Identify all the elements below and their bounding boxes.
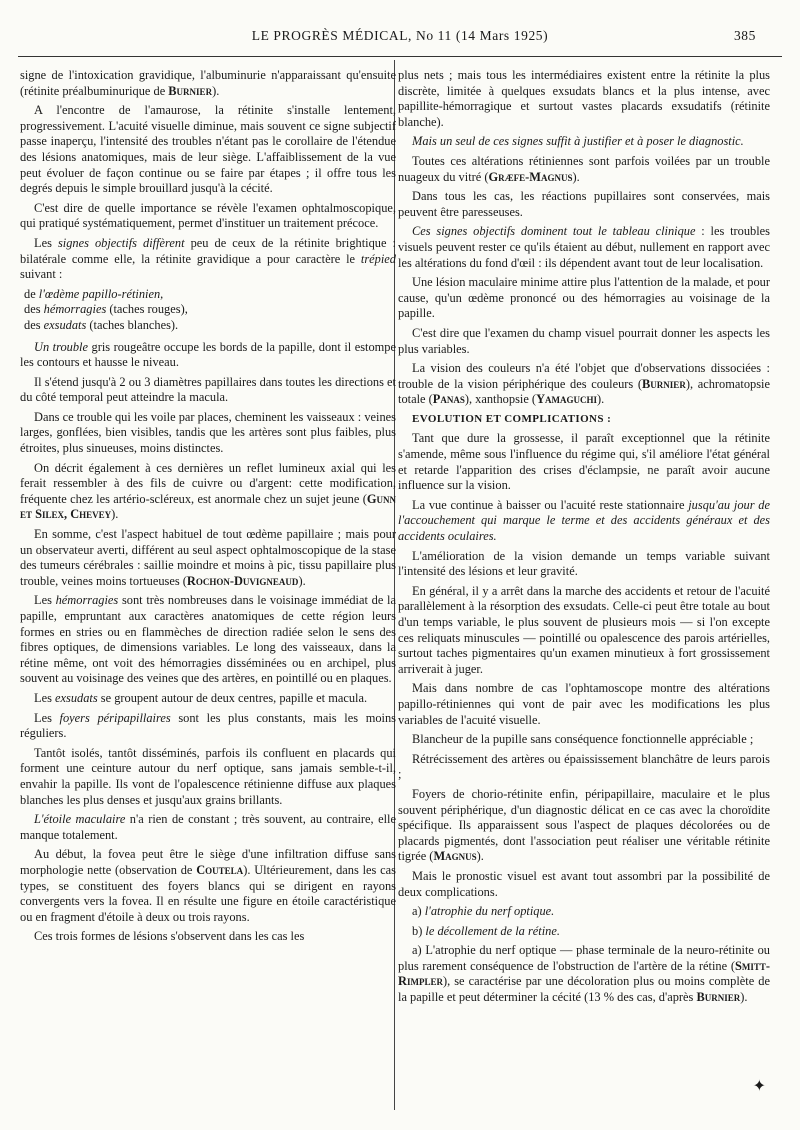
paragraph: L'étoile maculaire n'a rien de constant ; très souvent, au contraire, elle manque totalement.: [20, 812, 396, 842]
header-rule: [18, 56, 782, 57]
paragraph: Les exsudats se groupent autour de deux centres, papille et macula.: [34, 690, 368, 705]
author-name: Gunn et Silex, Chevey: [20, 491, 396, 522]
end-ornament-icon: ✦: [752, 1078, 766, 1095]
paragraph: Les signes objectifs diffèrent peu de ceux de la rétinite brightique : bilatérale comme elle, la rétinite gravidique a pour caractère le trépied suivant :: [20, 235, 396, 282]
paragraph: En somme, c'est l'aspect habituel de tout œdème papillaire ; mais pour un observateur averti, différent au seul aspect ophtalmoscopique de la stase des tumeurs cérébrales : saillie moindre et moins à pic, tissu papillaire plus trouble, veines moins tortueuses (Rochon-Duvigneaud).: [20, 527, 396, 588]
author-name: Coutela: [196, 862, 244, 877]
paragraph: Une lésion maculaire minime attire plus l'attention de la malade, et pour cause, qu'un œdème prononcé ou des hémorragies au voisinage de la papille.: [398, 275, 770, 321]
list-item: de l'œdème papillo-rétinien,: [24, 286, 164, 301]
author-name: Burnier: [168, 83, 213, 98]
paragraph: a) L'atrophie du nerf optique — phase terminale de la neuro-rétinite ou plus rarement conséquence de l'obstruction de l'artère de la rétine (Smitt-Rimpler), se caractérise par une décoloration plus ou moins complète de la papille et peut déterminer la cécité (13 % des cas, d'après Burnier).: [398, 943, 770, 1005]
paragraph: Tantôt isolés, tantôt disséminés, parfois ils confluent en placards qui forment une ceinture autour du nerf optique, sans jamais semble-t-il, envahir la papille. Ils vont de l'opalescence rétinienne diffuse aux plaques blanches les plus denses et jusqu'aux grains brillants.: [20, 745, 396, 807]
paragraph: Ces trois formes de lésions s'observent dans les cas les: [34, 929, 305, 944]
section-heading: EVOLUTION ET COMPLICATIONS :: [412, 412, 612, 425]
author-name: Græfe-Magnus: [488, 169, 573, 184]
author-name: Rochon-Duvigneaud: [186, 573, 299, 588]
paragraph: Blancheur de la pupille sans conséquence fonctionnelle appréciable ;: [412, 732, 754, 747]
author-name: Panas: [432, 392, 465, 407]
paragraph: Toutes ces altérations rétiniennes sont parfois voilées par un trouble nuageux du vitré (Græfe-Magnus).: [398, 153, 770, 184]
paragraph: C'est dire de quelle importance se révèle l'examen ophtalmoscopique, qui pratiqué systématiquement, permet d'instituer un traitement précoce.: [20, 200, 396, 231]
running-header: [0, 28, 800, 50]
left-column: [20, 68, 396, 949]
paragraph: Mais le pronostic visuel est avant tout assombri par la possibilité de deux complications.: [398, 868, 770, 899]
paragraph: Au début, la fovea peut être le siège d'une infiltration diffuse sans morphologie nette (observation de Coutela). Ultérieurement, dans les cas types, se constituent des foyers blancs qui se dirigent en rayons convergents vers la fovea. Il en résulte une figure en étoile caractéristique ou en fragment d'étoile à deux ou trois rayons.: [20, 847, 396, 924]
list-item: b) le décollement de la rétine.: [412, 923, 560, 938]
paragraph: Dans tous les cas, les réactions pupillaires sont conservées, mais peuvent être paresseuses.: [398, 189, 770, 219]
paragraph: L'amélioration de la vision demande un temps variable suivant l'intensité des lésions et leur gravité.: [398, 548, 770, 579]
list-item: des hémorragies (taches rouges),: [24, 302, 188, 317]
paragraph: Il s'étend jusqu'à 2 ou 3 diamètres papillaires dans toutes les directions et du côté temporal peut atteindre la macula.: [20, 374, 396, 405]
paragraph: Les foyers péripapillaires sont les plus constants, mais les moins réguliers.: [20, 710, 396, 741]
paragraph: En général, il y a arrêt dans la marche des accidents et retour de l'acuité parallèlement à la résorption des exsudats. Celle-ci peut être totale au bout d'un temps variable, le plus souvent de plusieurs mois — si l'on excepte ces reliquats minuscules — pointillé ou opalescence des parois artérielles, surtout taches pigmentaires qu'un examen minutieux à fort grossissement arriverait à juger.: [398, 583, 770, 676]
paragraph: A l'encontre de l'amaurose, la rétinite s'installe lentement, progressivement. L'acuité visuelle diminue, mais souvent ce signe subjectif passe inaperçu, l'intensité des troubles n'étant pas le corollaire de l'étendue des lésions anatomiques, mais de leur siège. L'affaiblissement de la vue peut évoluer de façon continue ou se faire par étapes ; il offre tous les degrés depuis le simple brouillard jusqu'à la cécité.: [20, 103, 396, 196]
author-name: Burnier: [642, 376, 686, 391]
paragraph: La vue continue à baisser ou l'acuité reste stationnaire jusqu'au jour de l'accouchement qui marque le terme et des accidents généraux et des accidents oculaires.: [398, 497, 771, 544]
paragraph: plus nets ; mais tous les intermédiaires existent entre la rétinite la plus discrète, limitée à quelques exsudats blancs et la plus intense, avec papillite-hémorragique et surtout vastes placards exsudatifs (rétinite blanche).: [398, 68, 770, 129]
paragraph: signe de l'intoxication gravidique, l'albuminurie n'apparaissant qu'ensuite (rétinite préalbuminurique de Burnier).: [20, 68, 396, 98]
list-item: des exsudats (taches blanches).: [24, 317, 179, 332]
paragraph: On décrit également à ces dernières un reflet lumineux axial qui les ferait ressembler à des fils de cuivre ou d'argent: cette modification, fréquente chez les artério-scléreux, est anormale chez un sujet jeune (Gunn et Silex, Chevey).: [20, 460, 396, 522]
paragraph: Dans ce trouble qui les voile par places, cheminent les vaisseaux : veines larges, gonflées, bien visibles, tandis que les artères sont plus faibles, plus étroites, plus sinueuses, moins distinctes.: [20, 409, 396, 456]
right-column: [398, 68, 770, 1010]
paragraph: Les hémorragies sont très nombreuses dans le voisinage immédiat de la papille, empruntant aux caractères anatomiques de cette région leurs formes en stries ou en flammèches de direction radiée selon le sens des fibres optiques, de dimensions variables. Le long des vaisseaux, dans la rétine même, ont voit des hémorragies disséminées ou en archipel, plus souvent au voisinage des veines que des artères, en pointillé ou en plaques.: [20, 593, 396, 686]
author-name: Smitt-Rimpler: [398, 958, 770, 989]
author-name: Burnier: [696, 990, 741, 1005]
paragraph: Ces signes objectifs dominent tout le tableau clinique : les troubles visuels peuvent rester ce qu'ils étaient au début, nullement en rapport avec les altérations du fond d'œil : ils dépendent avant tout de leur localisation.: [398, 224, 770, 270]
paragraph: Mais un seul de ces signes suffit à justifier et à poser le diagnostic.: [412, 134, 744, 149]
author-name: Yamaguchi: [536, 392, 598, 407]
paragraph: C'est dire que l'examen du champ visuel pourrait donner les aspects les plus variables.: [398, 325, 770, 356]
journal-title: LE PROGRÈS MÉDICAL, No 11 (14 Mars 1925): [251, 28, 549, 43]
paragraph: La vision des couleurs n'a été l'objet que d'observations dissociées : trouble de la vision périphérique des couleurs (Burnier), achromatopsie totale (Panas), xanthopsie (Yamaguchi).: [398, 361, 770, 407]
paragraph: Tant que dure la grossesse, il paraît exceptionnel que la rétinite s'amende, même sous l'influence du régime qui, s'il améliore l'état général et retarde l'apparition des crises d'éclampsie, ne paraît avoir aucune influence sur la vision.: [398, 431, 770, 493]
paragraph: Un trouble gris rougeâtre occupe les bords de la papille, dont il estompe les contours et hausse le niveau.: [20, 339, 397, 370]
paragraph: Foyers de chorio-rétinite enfin, péripapillaire, maculaire et le plus souvent périphérique, d'un diagnostic délicat en ce cas avec la choroïdite spécifique. Ils apparaissent sous l'aspect de plaques décolorées ou de placards pigmentés, dont l'association peut réaliser une véritable rétinite tigrée (Magnus).: [398, 786, 770, 864]
list-item: a) l'atrophie du nerf optique.: [412, 904, 555, 919]
paragraph: Rétrécissement des artères ou épaississement blanchâtre de leurs parois ;: [398, 751, 770, 782]
page-number: 385: [733, 28, 756, 43]
paragraph: Mais dans nombre de cas l'ophtamoscope montre des altérations papillo-rétiniennes qui vont de pair avec les modifications les plus variables de l'acuité visuelle.: [398, 681, 770, 727]
author-name: Magnus: [433, 849, 477, 864]
